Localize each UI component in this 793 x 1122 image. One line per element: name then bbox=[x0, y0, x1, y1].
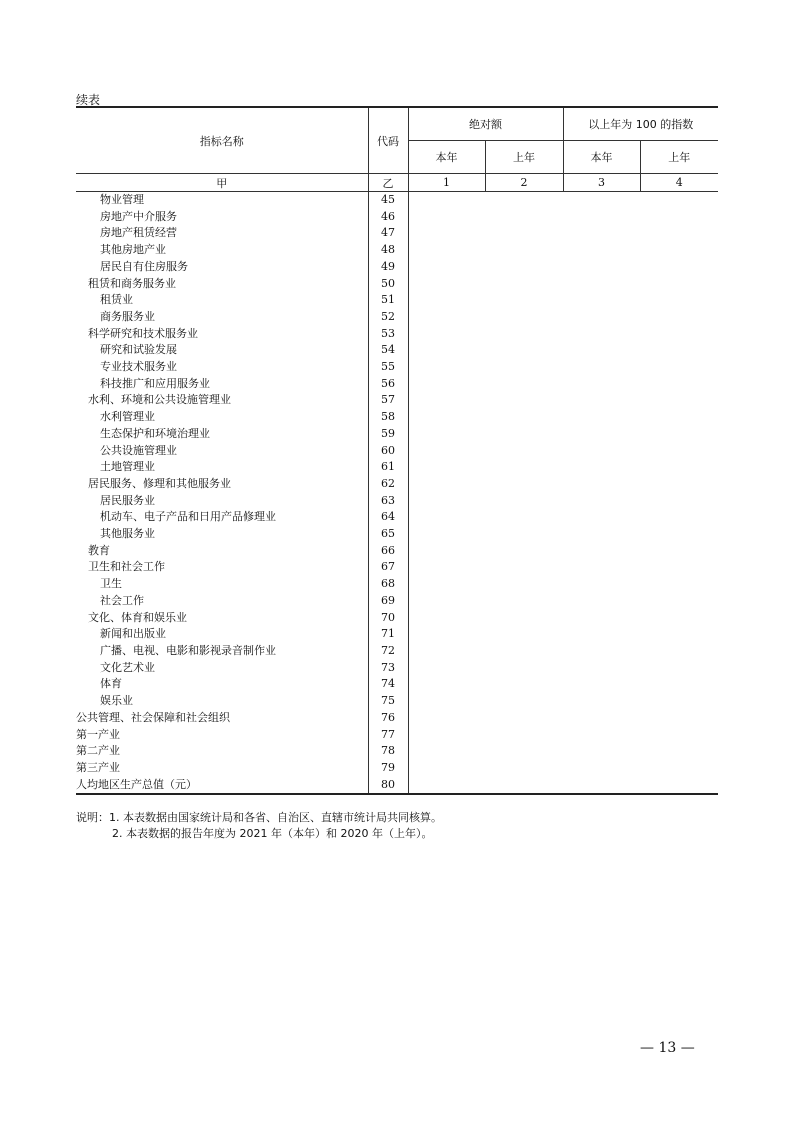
row-code: 49 bbox=[368, 259, 408, 276]
row-name: 居民自有住房服务 bbox=[76, 259, 368, 276]
table-row bbox=[76, 660, 718, 677]
table-row bbox=[76, 392, 718, 409]
row-code: 72 bbox=[368, 643, 408, 660]
row-value-cell bbox=[485, 777, 563, 795]
row-value-cell bbox=[563, 526, 640, 543]
data-table bbox=[76, 106, 718, 795]
row-value-cell bbox=[408, 209, 485, 226]
row-value-cell bbox=[563, 409, 640, 426]
row-name: 其他房地产业 bbox=[76, 242, 368, 259]
table-body bbox=[76, 192, 718, 795]
row-value-cell bbox=[563, 626, 640, 643]
row-value-cell bbox=[408, 259, 485, 276]
row-value-cell bbox=[408, 309, 485, 326]
table-row bbox=[76, 526, 718, 543]
row-value-cell bbox=[640, 676, 718, 693]
row-value-cell bbox=[485, 693, 563, 710]
row-code: 76 bbox=[368, 710, 408, 727]
table-row bbox=[76, 777, 718, 795]
row-value-cell bbox=[563, 326, 640, 343]
row-value-cell bbox=[485, 610, 563, 627]
row-value-cell bbox=[640, 392, 718, 409]
table-row bbox=[76, 760, 718, 777]
row-value-cell bbox=[485, 326, 563, 343]
row-name: 体育 bbox=[76, 676, 368, 693]
row-value-cell bbox=[408, 392, 485, 409]
row-value-cell bbox=[408, 626, 485, 643]
row-name: 卫生和社会工作 bbox=[76, 559, 368, 576]
row-value-cell bbox=[485, 676, 563, 693]
row-value-cell bbox=[485, 626, 563, 643]
table-row bbox=[76, 727, 718, 744]
row-value-cell bbox=[640, 326, 718, 343]
row-value-cell bbox=[563, 376, 640, 393]
row-name: 第一产业 bbox=[76, 727, 368, 744]
row-name: 水利管理业 bbox=[76, 409, 368, 426]
row-value-cell bbox=[563, 276, 640, 293]
row-value-cell bbox=[408, 559, 485, 576]
row-code: 75 bbox=[368, 693, 408, 710]
row-value-cell bbox=[485, 643, 563, 660]
row-name: 生态保护和环境治理业 bbox=[76, 426, 368, 443]
row-name: 科技推广和应用服务业 bbox=[76, 376, 368, 393]
row-value-cell bbox=[408, 777, 485, 795]
row-value-cell bbox=[640, 376, 718, 393]
row-code: 57 bbox=[368, 392, 408, 409]
row-name: 文化艺术业 bbox=[76, 660, 368, 677]
row-value-cell bbox=[485, 576, 563, 593]
row-code: 48 bbox=[368, 242, 408, 259]
table-row bbox=[76, 626, 718, 643]
row-value-cell bbox=[640, 443, 718, 460]
row-value-cell bbox=[640, 693, 718, 710]
row-value-cell bbox=[563, 760, 640, 777]
row-value-cell bbox=[408, 192, 485, 209]
row-value-cell bbox=[485, 225, 563, 242]
row-code: 71 bbox=[368, 626, 408, 643]
row-value-cell bbox=[563, 242, 640, 259]
table-row bbox=[76, 443, 718, 460]
row-value-cell bbox=[563, 392, 640, 409]
row-code: 80 bbox=[368, 777, 408, 795]
row-value-cell bbox=[563, 559, 640, 576]
row-value-cell bbox=[408, 643, 485, 660]
row-value-cell bbox=[563, 225, 640, 242]
table-row bbox=[76, 593, 718, 610]
row-value-cell bbox=[563, 192, 640, 209]
row-value-cell bbox=[485, 376, 563, 393]
row-value-cell bbox=[485, 443, 563, 460]
row-code: 70 bbox=[368, 610, 408, 627]
row-value-cell bbox=[485, 459, 563, 476]
row-value-cell bbox=[485, 292, 563, 309]
row-name: 租赁业 bbox=[76, 292, 368, 309]
row-name: 第三产业 bbox=[76, 760, 368, 777]
row-value-cell bbox=[408, 743, 485, 760]
header-code-col: 代码 bbox=[368, 107, 408, 174]
row-name: 教育 bbox=[76, 543, 368, 560]
table-row bbox=[76, 676, 718, 693]
row-value-cell bbox=[408, 493, 485, 510]
row-name: 卫生 bbox=[76, 576, 368, 593]
row-value-cell bbox=[640, 342, 718, 359]
header-name-col: 指标名称 bbox=[76, 107, 368, 174]
row-value-cell bbox=[563, 309, 640, 326]
row-code: 64 bbox=[368, 509, 408, 526]
row-name: 社会工作 bbox=[76, 593, 368, 610]
row-value-cell bbox=[408, 426, 485, 443]
row-value-cell bbox=[485, 559, 563, 576]
row-value-cell bbox=[640, 727, 718, 744]
row-value-cell bbox=[640, 259, 718, 276]
row-value-cell bbox=[563, 426, 640, 443]
row-value-cell bbox=[408, 660, 485, 677]
row-value-cell bbox=[640, 610, 718, 627]
row-name: 专业技术服务业 bbox=[76, 359, 368, 376]
table-row bbox=[76, 459, 718, 476]
row-value-cell bbox=[485, 476, 563, 493]
row-value-cell bbox=[640, 777, 718, 795]
table-row bbox=[76, 225, 718, 242]
row-value-cell bbox=[408, 727, 485, 744]
table-row bbox=[76, 543, 718, 560]
row-name: 租赁和商务服务业 bbox=[76, 276, 368, 293]
row-code: 79 bbox=[368, 760, 408, 777]
row-value-cell bbox=[563, 476, 640, 493]
row-value-cell bbox=[640, 593, 718, 610]
table-row bbox=[76, 476, 718, 493]
row-code: 58 bbox=[368, 409, 408, 426]
row-code: 61 bbox=[368, 459, 408, 476]
row-value-cell bbox=[408, 292, 485, 309]
row-value-cell bbox=[563, 676, 640, 693]
header-abs-last-year: 上年 bbox=[485, 141, 563, 174]
row-code: 69 bbox=[368, 593, 408, 610]
header-index-this-year: 本年 bbox=[563, 141, 640, 174]
table-caption: 续表 bbox=[76, 93, 101, 107]
row-name: 公共管理、社会保障和社会组织 bbox=[76, 710, 368, 727]
row-value-cell bbox=[563, 777, 640, 795]
row-code: 52 bbox=[368, 309, 408, 326]
row-value-cell bbox=[640, 192, 718, 209]
table-row bbox=[76, 259, 718, 276]
row-value-cell bbox=[563, 610, 640, 627]
row-value-cell bbox=[563, 543, 640, 560]
row-value-cell bbox=[485, 593, 563, 610]
row-name: 娱乐业 bbox=[76, 693, 368, 710]
row-name: 居民服务、修理和其他服务业 bbox=[76, 476, 368, 493]
table-row bbox=[76, 693, 718, 710]
row-value-cell bbox=[640, 493, 718, 510]
row-value-cell bbox=[485, 209, 563, 226]
row-value-cell bbox=[408, 593, 485, 610]
table-row bbox=[76, 209, 718, 226]
table-row bbox=[76, 342, 718, 359]
row-value-cell bbox=[640, 543, 718, 560]
row-name: 机动车、电子产品和日用产品修理业 bbox=[76, 509, 368, 526]
row-value-cell bbox=[640, 643, 718, 660]
header-row-jia: 甲 bbox=[76, 174, 368, 192]
row-value-cell bbox=[408, 242, 485, 259]
row-value-cell bbox=[408, 710, 485, 727]
row-value-cell bbox=[640, 242, 718, 259]
header-col-num-3: 3 bbox=[563, 174, 640, 192]
table-row bbox=[76, 509, 718, 526]
header-abs-this-year: 本年 bbox=[408, 141, 485, 174]
row-code: 59 bbox=[368, 426, 408, 443]
row-value-cell bbox=[485, 743, 563, 760]
row-value-cell bbox=[563, 459, 640, 476]
row-value-cell bbox=[640, 509, 718, 526]
row-value-cell bbox=[640, 426, 718, 443]
row-value-cell bbox=[563, 259, 640, 276]
header-col-num-4: 4 bbox=[640, 174, 718, 192]
row-value-cell bbox=[408, 459, 485, 476]
row-value-cell bbox=[485, 710, 563, 727]
header-col-num-2: 2 bbox=[485, 174, 563, 192]
row-code: 65 bbox=[368, 526, 408, 543]
table-row bbox=[76, 643, 718, 660]
row-value-cell bbox=[485, 342, 563, 359]
row-value-cell bbox=[485, 392, 563, 409]
row-value-cell bbox=[485, 259, 563, 276]
row-value-cell bbox=[563, 209, 640, 226]
table-row bbox=[76, 359, 718, 376]
row-name: 房地产租赁经营 bbox=[76, 225, 368, 242]
page-number: — 13 — bbox=[640, 1040, 695, 1056]
row-name: 物业管理 bbox=[76, 192, 368, 209]
row-value-cell bbox=[640, 760, 718, 777]
row-value-cell bbox=[640, 459, 718, 476]
row-name: 研究和试验发展 bbox=[76, 342, 368, 359]
table-row bbox=[76, 292, 718, 309]
row-value-cell bbox=[408, 760, 485, 777]
row-code: 45 bbox=[368, 192, 408, 209]
row-value-cell bbox=[640, 626, 718, 643]
header-index-last-year: 上年 bbox=[640, 141, 718, 174]
row-name: 广播、电视、电影和影视录音制作业 bbox=[76, 643, 368, 660]
row-value-cell bbox=[485, 660, 563, 677]
row-value-cell bbox=[640, 710, 718, 727]
row-value-cell bbox=[640, 292, 718, 309]
row-value-cell bbox=[563, 693, 640, 710]
row-name: 商务服务业 bbox=[76, 309, 368, 326]
row-value-cell bbox=[563, 576, 640, 593]
row-value-cell bbox=[640, 309, 718, 326]
row-value-cell bbox=[408, 376, 485, 393]
row-value-cell bbox=[485, 760, 563, 777]
row-name: 公共设施管理业 bbox=[76, 443, 368, 460]
row-value-cell bbox=[563, 643, 640, 660]
row-value-cell bbox=[485, 409, 563, 426]
row-value-cell bbox=[408, 326, 485, 343]
table-row bbox=[76, 610, 718, 627]
row-code: 77 bbox=[368, 727, 408, 744]
row-code: 73 bbox=[368, 660, 408, 677]
row-code: 67 bbox=[368, 559, 408, 576]
row-value-cell bbox=[408, 359, 485, 376]
row-value-cell bbox=[563, 359, 640, 376]
row-code: 78 bbox=[368, 743, 408, 760]
row-value-cell bbox=[408, 225, 485, 242]
row-value-cell bbox=[408, 476, 485, 493]
row-value-cell bbox=[640, 476, 718, 493]
table-row bbox=[76, 376, 718, 393]
row-value-cell bbox=[563, 710, 640, 727]
table-row bbox=[76, 493, 718, 510]
row-code: 51 bbox=[368, 292, 408, 309]
table-row bbox=[76, 192, 718, 209]
table-row bbox=[76, 309, 718, 326]
row-name: 科学研究和技术服务业 bbox=[76, 326, 368, 343]
row-value-cell bbox=[563, 342, 640, 359]
table-row bbox=[76, 576, 718, 593]
row-value-cell bbox=[485, 509, 563, 526]
row-value-cell bbox=[563, 509, 640, 526]
row-value-cell bbox=[640, 743, 718, 760]
row-code: 62 bbox=[368, 476, 408, 493]
row-value-cell bbox=[485, 359, 563, 376]
table-row bbox=[76, 276, 718, 293]
row-name: 第二产业 bbox=[76, 743, 368, 760]
row-value-cell bbox=[408, 676, 485, 693]
row-code: 56 bbox=[368, 376, 408, 393]
row-value-cell bbox=[485, 493, 563, 510]
row-value-cell bbox=[485, 242, 563, 259]
row-value-cell bbox=[408, 576, 485, 593]
row-value-cell bbox=[563, 727, 640, 744]
header-index-group: 以上年为 100 的指数 bbox=[563, 107, 718, 141]
row-value-cell bbox=[640, 660, 718, 677]
row-name: 水利、环境和公共设施管理业 bbox=[76, 392, 368, 409]
row-value-cell bbox=[640, 276, 718, 293]
notes bbox=[76, 810, 442, 842]
row-code: 55 bbox=[368, 359, 408, 376]
row-value-cell bbox=[485, 727, 563, 744]
row-code: 50 bbox=[368, 276, 408, 293]
row-value-cell bbox=[563, 743, 640, 760]
row-value-cell bbox=[408, 543, 485, 560]
row-value-cell bbox=[485, 426, 563, 443]
row-name: 人均地区生产总值（元） bbox=[76, 777, 368, 795]
row-value-cell bbox=[563, 292, 640, 309]
note-line-1: 说明：1. 本表数据由国家统计局和各省、自治区、直辖市统计局共同核算。 bbox=[76, 811, 442, 824]
row-name: 新闻和出版业 bbox=[76, 626, 368, 643]
row-value-cell bbox=[640, 409, 718, 426]
row-value-cell bbox=[408, 693, 485, 710]
header-row-yi: 乙 bbox=[368, 174, 408, 192]
table-row bbox=[76, 409, 718, 426]
table-row bbox=[76, 426, 718, 443]
row-value-cell bbox=[563, 593, 640, 610]
row-value-cell bbox=[640, 559, 718, 576]
row-code: 68 bbox=[368, 576, 408, 593]
row-code: 66 bbox=[368, 543, 408, 560]
row-value-cell bbox=[408, 526, 485, 543]
row-name: 土地管理业 bbox=[76, 459, 368, 476]
row-value-cell bbox=[640, 526, 718, 543]
note-line-2: 2. 本表数据的报告年度为 2021 年（本年）和 2020 年（上年）。 bbox=[112, 827, 433, 840]
row-code: 46 bbox=[368, 209, 408, 226]
row-name: 文化、体育和娱乐业 bbox=[76, 610, 368, 627]
row-code: 47 bbox=[368, 225, 408, 242]
row-value-cell bbox=[485, 192, 563, 209]
row-value-cell bbox=[408, 509, 485, 526]
row-code: 53 bbox=[368, 326, 408, 343]
row-name: 居民服务业 bbox=[76, 493, 368, 510]
row-value-cell bbox=[485, 526, 563, 543]
row-value-cell bbox=[563, 493, 640, 510]
row-code: 60 bbox=[368, 443, 408, 460]
row-value-cell bbox=[408, 443, 485, 460]
table-row bbox=[76, 242, 718, 259]
table-row bbox=[76, 743, 718, 760]
header-abs-group: 绝对额 bbox=[408, 107, 563, 141]
row-value-cell bbox=[640, 225, 718, 242]
row-value-cell bbox=[640, 209, 718, 226]
row-value-cell bbox=[563, 660, 640, 677]
row-code: 74 bbox=[368, 676, 408, 693]
row-code: 63 bbox=[368, 493, 408, 510]
row-value-cell bbox=[485, 276, 563, 293]
row-value-cell bbox=[563, 443, 640, 460]
row-name: 房地产中介服务 bbox=[76, 209, 368, 226]
table-row bbox=[76, 559, 718, 576]
row-value-cell bbox=[640, 576, 718, 593]
row-name: 其他服务业 bbox=[76, 526, 368, 543]
row-value-cell bbox=[485, 543, 563, 560]
row-value-cell bbox=[408, 610, 485, 627]
row-value-cell bbox=[408, 276, 485, 293]
row-value-cell bbox=[485, 309, 563, 326]
row-value-cell bbox=[408, 409, 485, 426]
row-value-cell bbox=[408, 342, 485, 359]
row-code: 54 bbox=[368, 342, 408, 359]
row-value-cell bbox=[640, 359, 718, 376]
table-row bbox=[76, 326, 718, 343]
header-col-num-1: 1 bbox=[408, 174, 485, 192]
table-row bbox=[76, 710, 718, 727]
